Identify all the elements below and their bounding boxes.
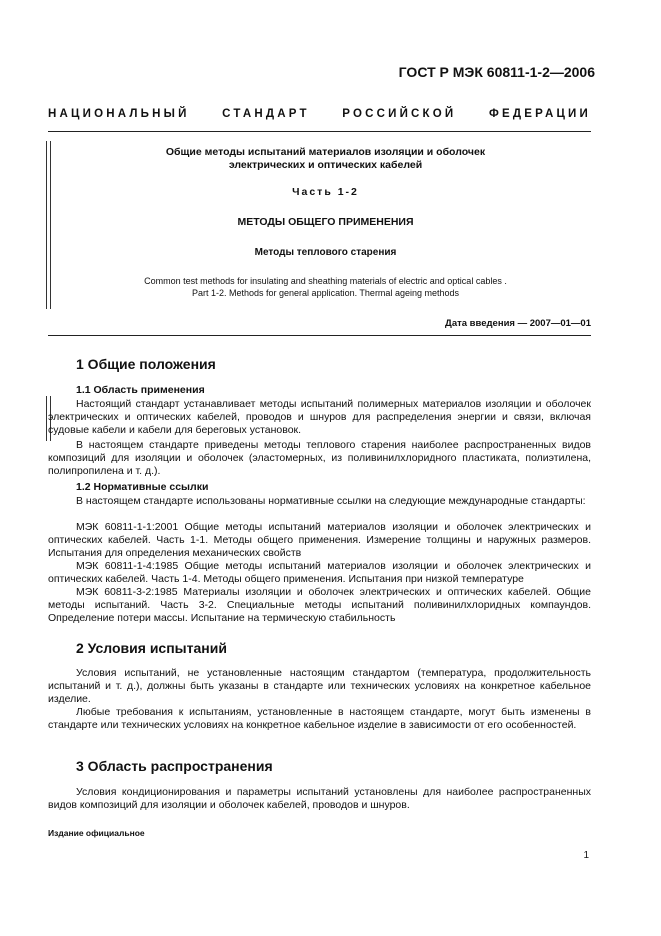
- title-block: [60, 146, 591, 172]
- section-1-heading: 1 Общие положения: [76, 356, 216, 372]
- test-conditions-paragraph: Условия испытаний, не установленные настоящим стандартом (температура, продолжительность испытаний и т. д.), должны быть указаны в стандарте или технических условиях на конкретное кабельное изделие.: [48, 667, 591, 705]
- revision-bar-left: [46, 141, 47, 309]
- reference-item-2: МЭК 60811-1-4:1985 Общие методы испытаний материалов изоляции и оболочек электрических и оптических кабелей. Часть 1-4. Методы общего применения. Испытания при низкой температуре: [48, 560, 591, 585]
- reference-item-1: МЭК 60811-1-1:2001 Общие методы испытаний материалов изоляции и оболочек электрических и оптических кабелей. Часть 1-1. Методы общего применения. Измерение толщины и наружных размеров. Испытания для определения механических свойств: [48, 521, 591, 559]
- section-2-heading: 2 Условия испытаний: [76, 640, 227, 656]
- part-number: Часть 1-2: [292, 186, 359, 198]
- date-rule: [48, 335, 591, 336]
- revision-bar-right: [50, 141, 51, 309]
- title-line-1: Общие методы испытаний материалов изоляции и оболочек: [165, 146, 486, 158]
- methods-title: МЕТОДЫ ОБЩЕГО ПРИМЕНЕНИЯ: [237, 216, 414, 228]
- section-1-2-heading: 1.2 Нормативные ссылки: [76, 481, 209, 493]
- header-rule: [48, 131, 591, 132]
- gost-code: ГОСТ Р МЭК 60811-1-2—2006: [398, 64, 595, 80]
- introduction-date: Дата введения — 2007—01—01: [445, 318, 591, 329]
- scope-paragraph: Настоящий стандарт устанавливает методы испытаний полимерных материалов изоляции и оболочек электрических и оптических кабелей, проводов и шнуров для распределения энергии и связи, включая судовые кабели и кабели для береговых установок.: [48, 398, 591, 436]
- official-edition: Издание официальное: [48, 828, 145, 838]
- page-number: 1: [583, 850, 589, 861]
- subtitle: Методы теплового старения: [254, 247, 397, 258]
- english-title: [60, 275, 591, 299]
- national-standard-banner: НАЦИОНАЛЬНЫЙ СТАНДАРТ РОССИЙСКОЙ ФЕДЕРАЦИИ: [48, 108, 591, 120]
- section-1-1-heading: 1.1 Область применения: [76, 384, 205, 396]
- applicability-paragraph: Условия кондиционирования и параметры испытаний установлены для наиболее распространенных видов композиций для изоляции и оболочек кабелей, проводов и шнуров.: [48, 786, 591, 811]
- english-title-line-2: Part 1-2. Methods for general application. Thermal ageing methods: [192, 288, 459, 298]
- reference-item-3: МЭК 60811-3-2:1985 Материалы изоляции и оболочек электрических и оптических кабелей. Общие методы испытаний. Часть 3-2. Специальные методы испытаний поливинилхлоридных компаундов. Определение потери массы. Испытание на термическую стабильность: [48, 586, 591, 624]
- english-title-line-1: Common test methods for insulating and sheathing materials of electric and optical cables .: [144, 276, 507, 286]
- title-line-2: электрических и оптических кабелей: [228, 159, 423, 171]
- scope-paragraph-2: В настоящем стандарте приведены методы теплового старения наиболее распространенных видов композиций для изоляции и оболочек (эластомерных, из поливинилхлоридного пластиката, полиэтилена, полипропилена и т. д.).: [48, 439, 591, 477]
- revision-bar-left-2: [46, 396, 47, 441]
- test-requirements-paragraph: Любые требования к испытаниям, установленные в настоящем стандарте, могут быть изменены в стандарте или технических условиях на конкретное кабельное изделие в зависимости от его особенностей.: [48, 706, 591, 731]
- references-intro: В настоящем стандарте использованы нормативные ссылки на следующие международные стандарты:: [76, 495, 586, 507]
- section-3-heading: 3 Область распространения: [76, 758, 273, 774]
